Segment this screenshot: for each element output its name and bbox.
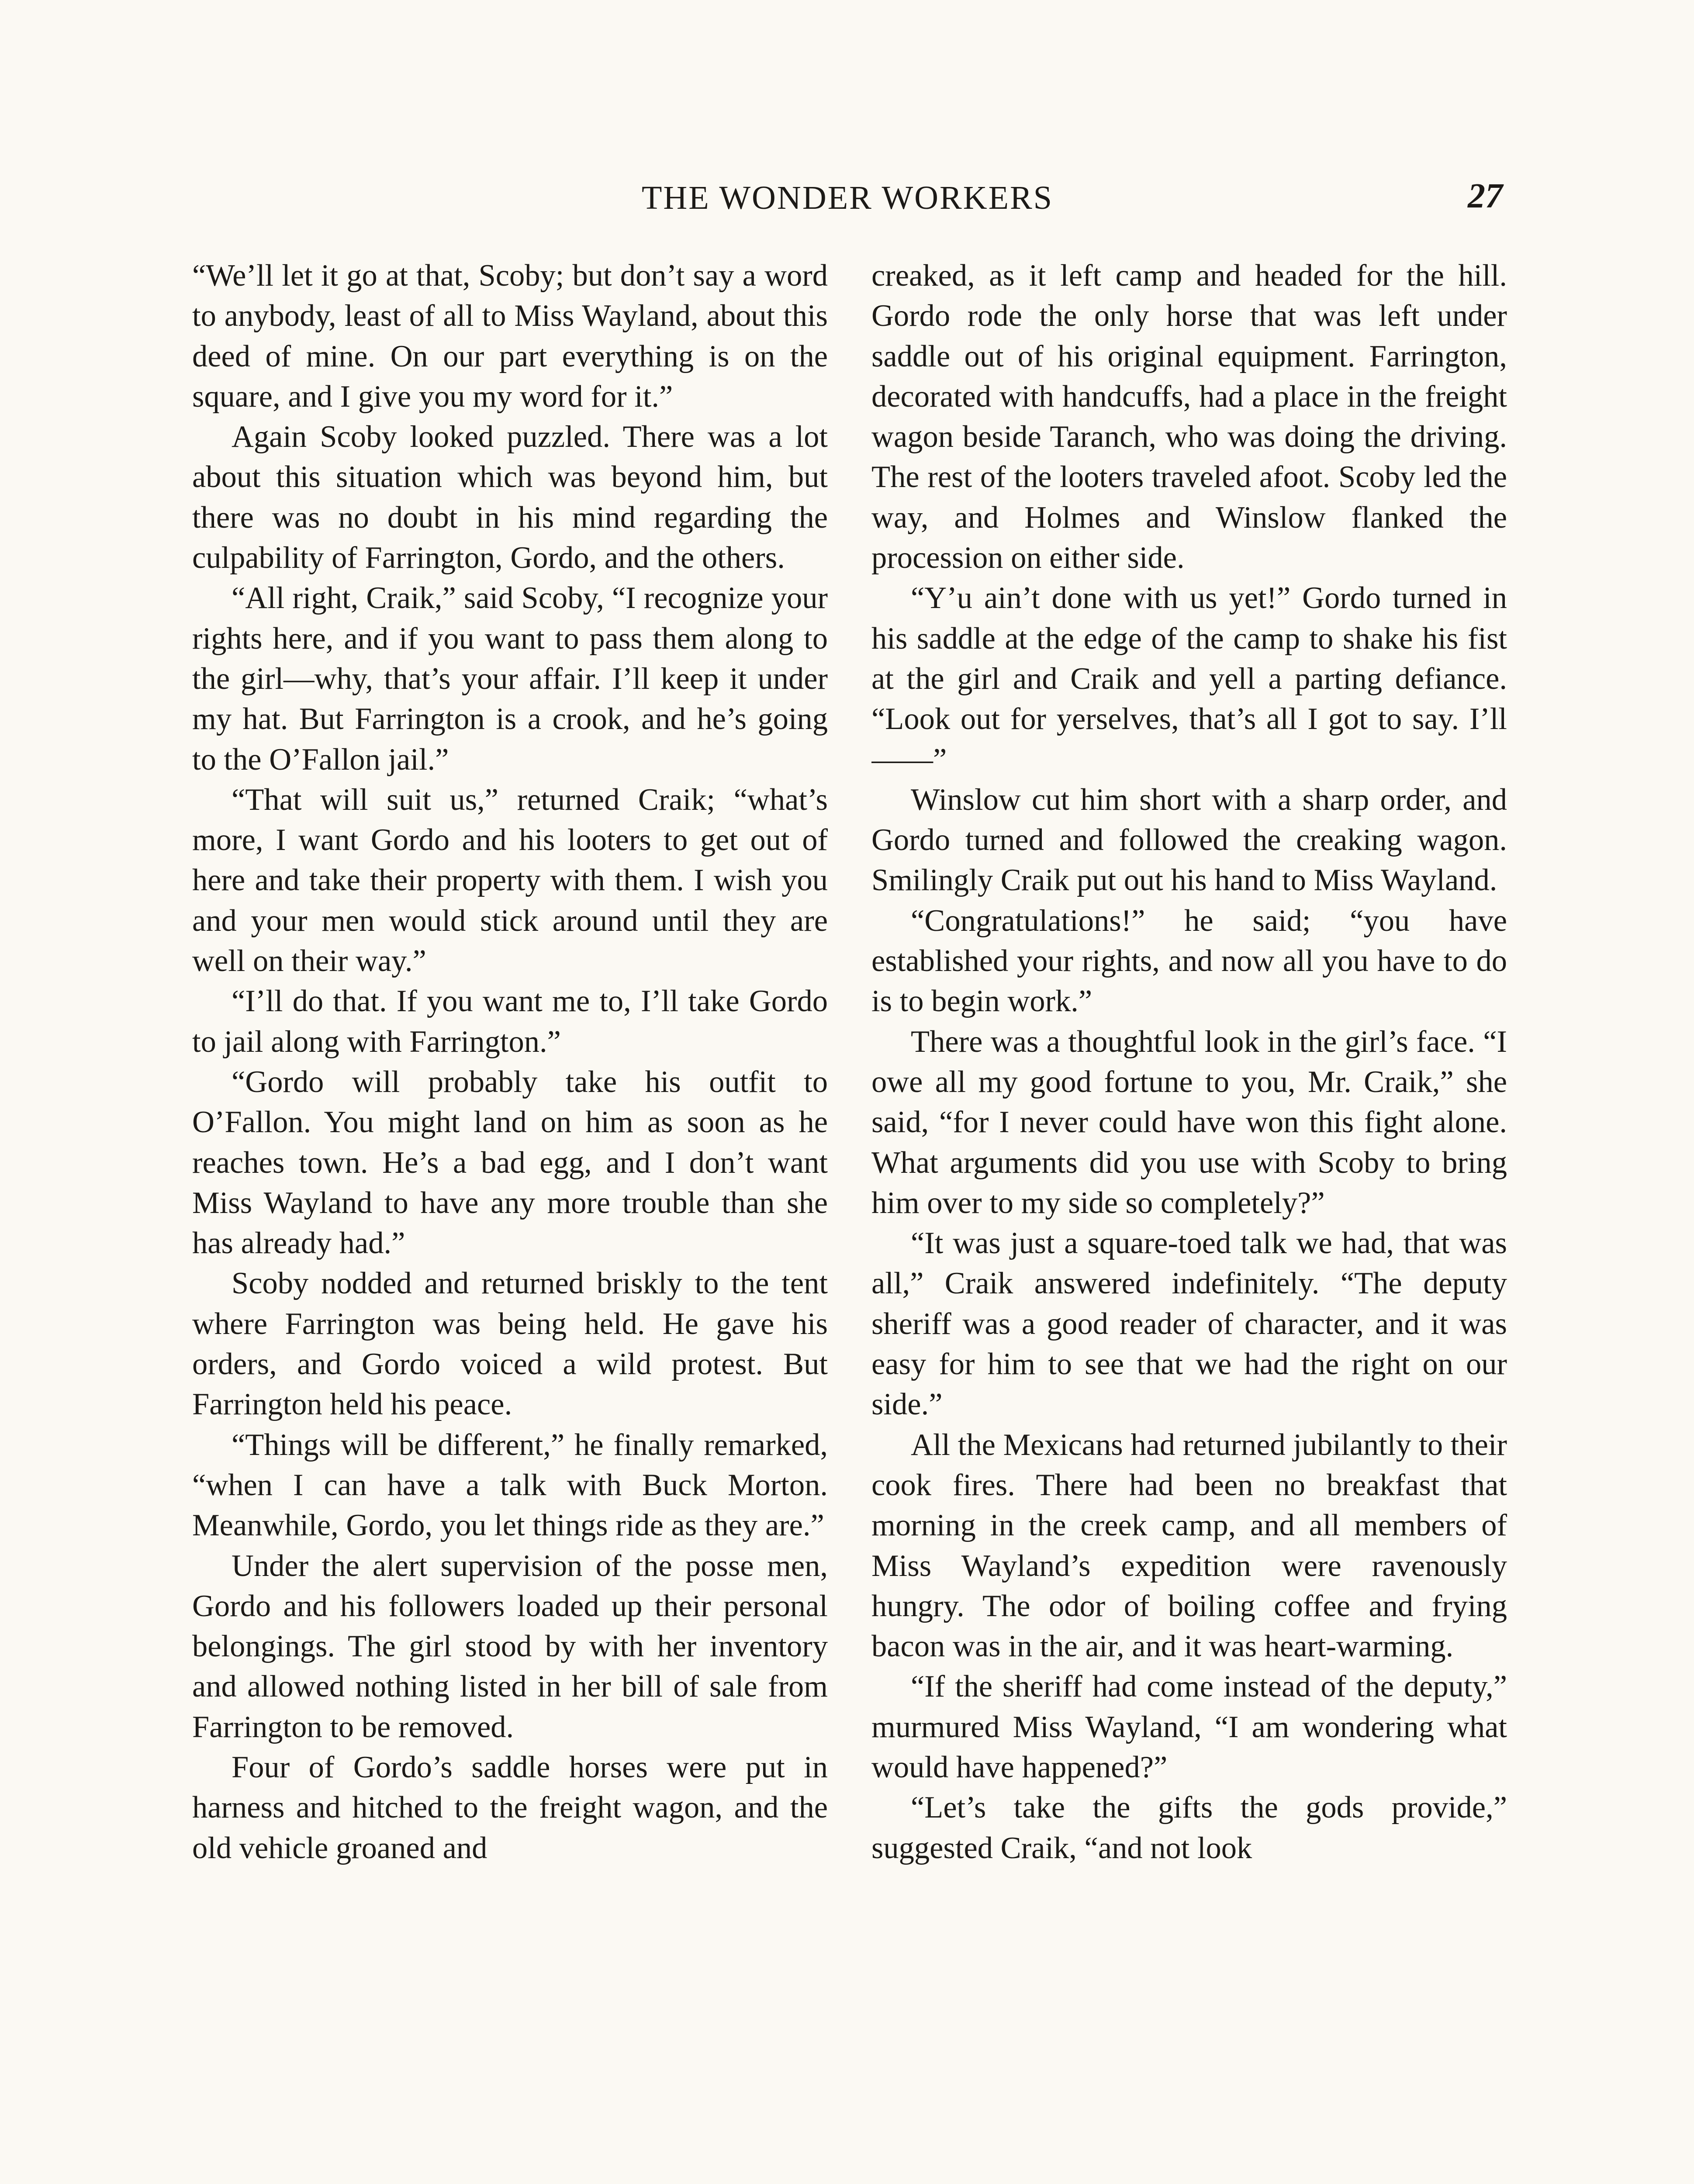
paragraph: All the Mexicans had returned jubilantly to their cook fires. There had been no breakfast that morning in the creek camp, and all members of Miss Wayland’s expedition were ravenously hungry. The odor of boiling coffee and frying bacon was in the air, and it was heart-warming.: [871, 1427, 1507, 1664]
paragraph: “It was just a square-toed talk we had, that was all,” Craik answered indefinitely. “The deputy sheriff was a good reader of character, and it was easy for him to see that we had the right on our side.”: [871, 1226, 1507, 1422]
paragraph: “If the sheriff had come instead of the deputy,” murmured Miss Wayland, “I am wondering what would have happened?”: [871, 1669, 1507, 1784]
paragraph: “All right, Craik,” said Scoby, “I recognize your rights here, and if you want to pass them along to the girl—why, that’s your affair. I’ll keep it under my hat. But Farrington is a crook, and he’s going to the O’Fallon jail.”: [192, 581, 828, 777]
paragraph: creaked, as it left camp and headed for the hill. Gordo rode the only horse that was left under saddle out of his original equipment. Farrington, decorated with handcuffs, had a place in the freight wagon beside Taranch, who was doing the driving. The rest of the looters traveled afoot. Scoby led the way, and Holmes and Winslow flanked the procession on either side.: [871, 259, 1507, 575]
paragraph: Winslow cut him short with a sharp order, and Gordo turned and followed the creaking wagon. Smilingly Craik put out his hand to Miss Wayland.: [871, 782, 1507, 898]
page-header: [192, 179, 1503, 232]
paragraph: “Gordo will probably take his outfit to O’Fallon. You might land on him as soon as he reaches town. He’s a bad egg, and I don’t want Miss Wayland to have any more trouble than she has already had.”: [192, 1064, 828, 1261]
paragraph: “Let’s take the gifts the gods provide,” suggested Craik, “and not look: [871, 1790, 1507, 1865]
paragraph: “Y’u ain’t done with us yet!” Gordo turned in his saddle at the edge of the camp to shake his fist at the girl and Craik and yell a parting defiance. “Look out for yerselves, that’s all I got to say. I’ll——”: [871, 581, 1507, 777]
paragraph: Again Scoby looked puzzled. There was a lot about this situation which was beyond him, but there was no doubt in his mind regarding the culpability of Farrington, Gordo, and the others.: [192, 420, 828, 575]
paragraph: Under the alert supervision of the posse men, Gordo and his followers loaded up their personal belongings. The girl stood by with her inventory and allowed nothing listed in her bill of sale from Farrington to be removed.: [192, 1548, 828, 1744]
paragraph: “I’ll do that. If you want me to, I’ll take Gordo to jail along with Farrington.”: [192, 984, 828, 1059]
paragraph: “We’ll let it go at that, Scoby; but don’t say a word to anybody, least of all to Miss Wayland, about this deed of mine. On our part everything is on the square, and I give you my word for it.”: [192, 259, 828, 414]
left-column: [192, 256, 828, 2184]
page-number: 27: [1468, 177, 1503, 215]
paragraph: There was a thoughtful look in the girl’s face. “I owe all my good fortune to you, Mr. Craik,” she said, “for I never could have won this fight alone. What arguments did you use with Scoby to bring him over to my side so completely?”: [871, 1024, 1507, 1220]
paragraph: Four of Gordo’s saddle horses were put in harness and hitched to the freight wagon, and the old vehicle groaned and: [192, 1750, 828, 1865]
paragraph: Scoby nodded and returned briskly to the tent where Farrington was being held. He gave his orders, and Gordo voiced a wild protest. But Farrington held his peace.: [192, 1266, 828, 1422]
right-column: [871, 256, 1507, 2184]
paragraph: “Things will be different,” he finally remarked, “when I can have a talk with Buck Morton. Meanwhile, Gordo, you let things ride as they are.”: [192, 1427, 828, 1543]
running-title: THE WONDER WORKERS: [641, 180, 1054, 216]
paragraph: “Congratulations!” he said; “you have established your rights, and now all you have to do is to begin work.”: [871, 903, 1507, 1019]
paragraph: “That will suit us,” returned Craik; “what’s more, I want Gordo and his looters to get out of here and take their property with them. I wish you and your men would stick around until they are well on their way.”: [192, 782, 828, 978]
